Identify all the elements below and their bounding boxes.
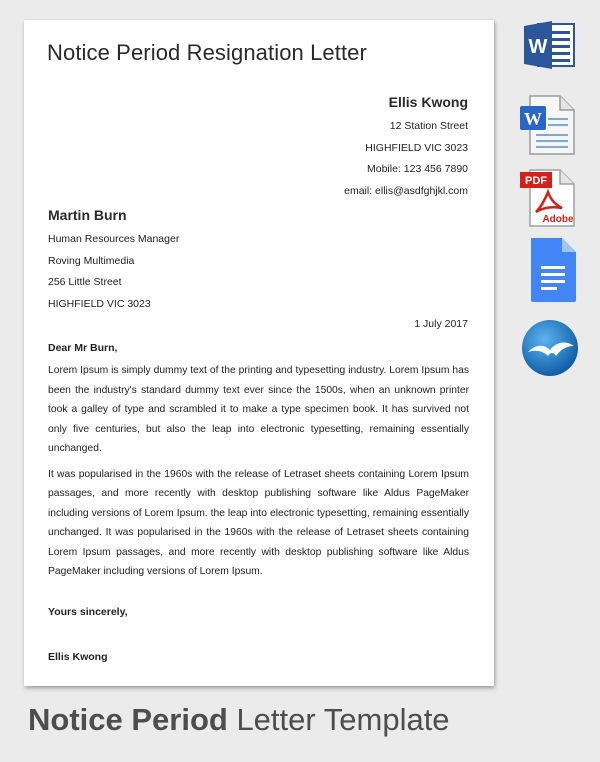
letter-date: 1 July 2017 <box>414 318 468 330</box>
sender-address-line: HIGHFIELD VIC 3023 <box>365 141 468 154</box>
caption-rest: Letter Template <box>227 702 450 737</box>
svg-text:W: W <box>528 36 548 58</box>
recipient-address-line: Roving Multimedia <box>48 254 135 267</box>
recipient-address-line: Human Resources Manager <box>48 233 180 245</box>
sender-name: Ellis Kwong <box>388 94 468 110</box>
svg-text:Adobe: Adobe <box>542 214 574 225</box>
google-docs-icon[interactable] <box>528 236 578 304</box>
recipient-address-line: HIGHFIELD VIC 3023 <box>48 297 151 310</box>
doc-file-icon[interactable] <box>518 94 578 156</box>
signature-name: Ellis Kwong <box>48 651 108 663</box>
letter-body <box>48 361 469 588</box>
caption-bold: Notice Period <box>28 702 228 737</box>
body-paragraph: It was popularised in the 1960s with the release of Letraset sheets containing Lorem Ipsum passages, and more recently with desktop publishing software like Aldus PageMaker including versions of Lorem Ipsum. the leap into electronic typesetting, remaining essentially unchanged. It was popularised in the 1960s with the release of Letraset sheets containing Lorem Ipsum passages, and more recently with desktop publishing software like Aldus PageMaker including versions of Lorem Ipsum. <box>48 468 469 577</box>
letter-page <box>24 20 494 686</box>
salutation: Dear Mr Burn, <box>48 342 118 354</box>
recipient-name: Martin Burn <box>48 207 127 223</box>
recipient-block <box>48 207 179 315</box>
sender-email: email: ellis@asdfghjkl.com <box>344 184 468 197</box>
body-paragraph: Lorem Ipsum is simply dummy text of the printing and typesetting industry. Lorem Ipsum has been the industry's standard dummy text ever since the 1500s, when an unknown printer took a galley of type and scrambled it to make a type specimen book. It has survived not only five centuries, but also the leap into electronic typesetting, remaining essentially unchanged. <box>48 365 469 454</box>
recipient-address-line: 256 Little Street <box>48 276 122 288</box>
closing: Yours sincerely, <box>48 606 128 618</box>
page-title: Notice Period Resignation Letter <box>47 40 367 65</box>
sender-phone: Mobile: 123 456 7890 <box>367 163 468 175</box>
word-icon[interactable] <box>522 20 576 70</box>
sender-block <box>344 94 468 202</box>
svg-text:W: W <box>524 109 542 129</box>
openoffice-icon[interactable] <box>520 318 580 378</box>
template-caption <box>28 702 450 738</box>
sender-address-line: 12 Station Street <box>389 120 468 132</box>
svg-text:PDF: PDF <box>525 175 547 187</box>
pdf-icon[interactable] <box>518 168 578 228</box>
